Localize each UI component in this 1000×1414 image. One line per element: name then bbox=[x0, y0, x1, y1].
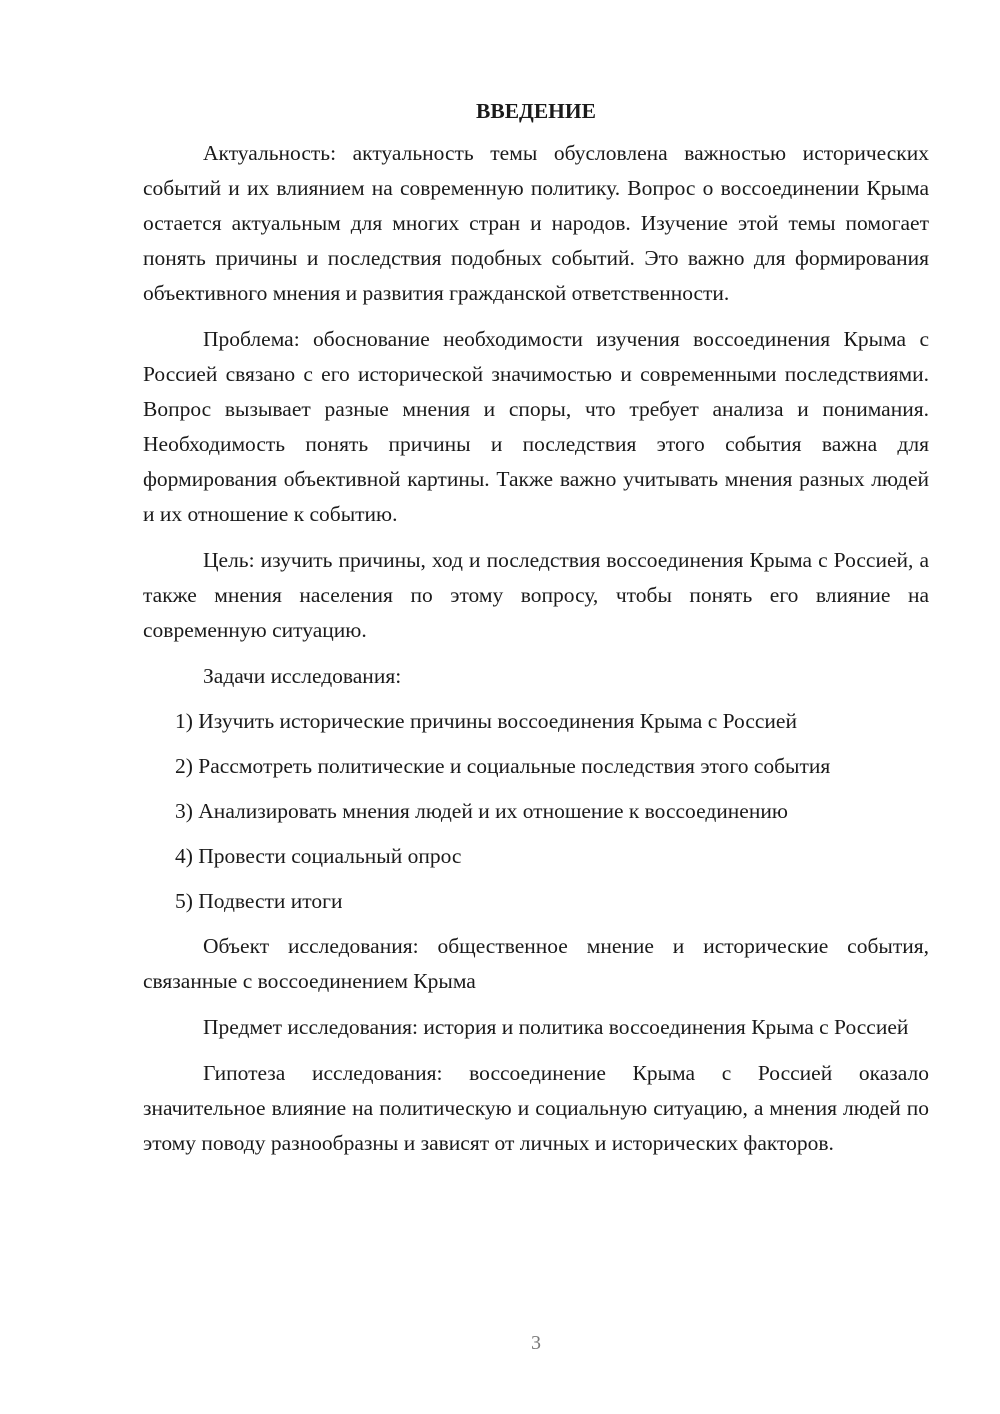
hypothesis-paragraph: Гипотеза исследования: воссоединение Крыма с Россией оказало значительное влияние на политическую и социальную ситуацию, а мнения людей по этому поводу разнообразны и зависят от личных и исторических факторов. bbox=[143, 1061, 929, 1155]
task-item: 5) Подвести итоги bbox=[175, 889, 343, 913]
problem-paragraph: Проблема: обоснование необходимости изучения воссоединения Крыма с Россией связано с его исторической значимостью и современными последствиями. Вопрос вызывает разные мнения и споры, что требует анализа и понимания. Необходимость понять причины и последствия этого события важна для формирования объективной картины. Также важно учитывать мнения разных людей и их отношение к событию. bbox=[143, 327, 929, 526]
page-title: ВВЕДЕНИЕ bbox=[476, 99, 596, 123]
goal-paragraph: Цель: изучить причины, ход и последствия воссоединения Крыма с Россией, а также мнения населения по этому вопросу, чтобы понять его влияние на современную ситуацию. bbox=[143, 548, 929, 642]
subject-paragraph: Предмет исследования: история и политика воссоединения Крыма с Россией bbox=[203, 1015, 909, 1039]
tasks-heading: Задачи исследования: bbox=[203, 664, 402, 688]
task-item: 3) Анализировать мнения людей и их отношение к воссоединению bbox=[175, 799, 788, 823]
task-item: 1) Изучить исторические причины воссоединения Крыма с Россией bbox=[175, 709, 797, 733]
relevance-paragraph: Актуальность: актуальность темы обусловлена важностью исторических событий и их влиянием на современную политику. Вопрос о воссоединении Крыма остается актуальным для многих стран и народов. Изучение этой темы помогает понять причины и последствия подобных событий. Это важно для формирования объективного мнения и развития гражданской ответственности. bbox=[143, 141, 929, 305]
task-item: 2) Рассмотреть политические и социальные последствия этого события bbox=[175, 754, 831, 778]
tasks-list bbox=[143, 704, 929, 919]
page-number: 3 bbox=[531, 1332, 541, 1354]
object-paragraph: Объект исследования: общественное мнение и исторические события, связанные с воссоединением Крыма bbox=[143, 934, 929, 993]
task-item: 4) Провести социальный опрос bbox=[175, 844, 462, 868]
document-page bbox=[143, 96, 929, 1172]
